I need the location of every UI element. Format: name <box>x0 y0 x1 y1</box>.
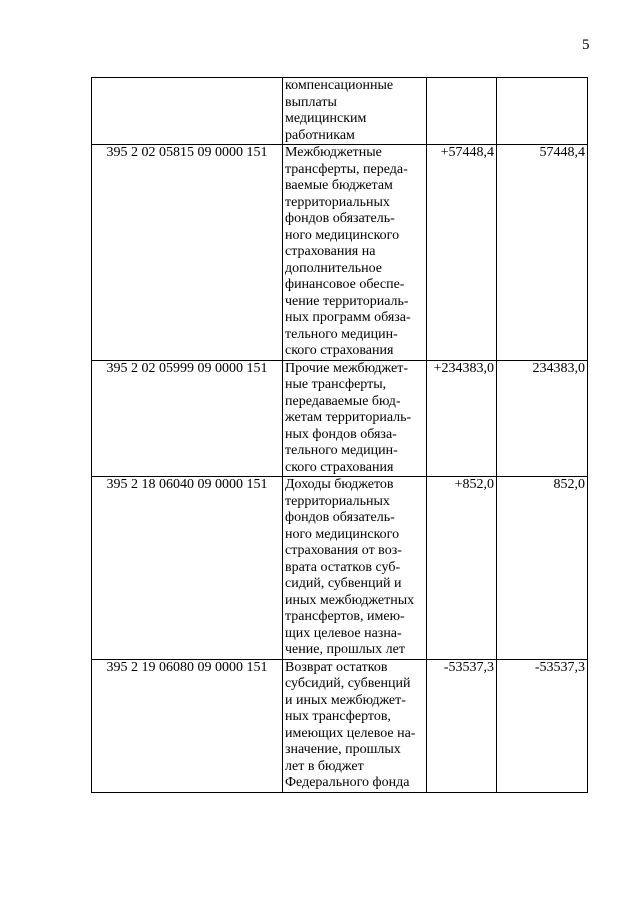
income-name-line: финансовое обеспе- <box>285 277 405 292</box>
income-name-line: сидий, субвенций и <box>285 576 402 591</box>
change-amount-cell: +234383,0 <box>427 360 497 477</box>
total-amount-cell: 234383,0 <box>497 360 588 477</box>
table-row <box>92 360 588 477</box>
change-amount-cell: +852,0 <box>427 477 497 660</box>
income-name-line: трансфертов, имею- <box>285 609 405 624</box>
income-name-line: территориальных <box>285 194 390 210</box>
table-body <box>92 78 588 793</box>
budget-code-cell: 395 2 02 05999 09 0000 151 <box>92 360 283 477</box>
income-name-line: выплаты <box>285 94 337 110</box>
income-name-line: страхования от воз- <box>285 543 402 558</box>
income-name-line: значение, прошлых <box>285 742 401 757</box>
income-name-line: ского страхования <box>285 459 394 475</box>
budget-table <box>91 77 588 793</box>
income-name-line: ного медицинского <box>285 227 400 243</box>
income-name-line: тельного медицин- <box>285 326 398 342</box>
income-name-line: Возврат остатков <box>285 659 388 675</box>
income-name-cell <box>283 360 427 477</box>
income-name-cell <box>283 78 427 145</box>
income-name-cell <box>283 145 427 361</box>
income-name-line: ского страхования <box>285 343 394 358</box>
income-name-line: передаваемые бюд- <box>285 393 401 409</box>
income-name-line: работникам <box>285 127 355 143</box>
income-name-line: и иных межбюджет- <box>285 692 406 708</box>
table-row <box>92 477 588 660</box>
budget-code-cell: 395 2 02 05815 09 0000 151 <box>92 145 283 361</box>
change-amount-cell: -53537,3 <box>427 659 497 792</box>
income-name-cell <box>283 477 427 660</box>
income-name-line: ных трансфертов, <box>285 709 391 724</box>
income-name-line: тельного медицин- <box>285 443 398 458</box>
income-name-line: чение территориаль- <box>285 293 409 309</box>
income-name-line: имеющих целевое на- <box>285 725 416 741</box>
change-amount-cell <box>427 78 497 145</box>
income-name-line: щих целевое назна- <box>285 625 402 641</box>
income-name-line: Прочие межбюджет- <box>285 360 409 376</box>
income-name-line: фондов обязатель- <box>285 211 395 226</box>
income-name-line: лет в бюджет <box>285 758 364 774</box>
income-name-line: трансферты, переда- <box>285 161 408 177</box>
income-name-line: чение, прошлых лет <box>285 642 405 657</box>
income-name-line: страхования на <box>285 244 376 259</box>
income-name-line: субсидий, субвенций <box>285 676 411 691</box>
income-name-line: ного медицинского <box>285 526 400 542</box>
budget-code-cell: 395 2 18 06040 09 0000 151 <box>92 477 283 660</box>
table-row <box>92 659 588 792</box>
income-name-line: ных фондов обяза- <box>285 426 397 442</box>
total-amount-cell: 852,0 <box>497 477 588 660</box>
income-name-line: иных межбюджетных <box>285 592 415 608</box>
table-row <box>92 145 588 361</box>
income-name-line: ваемые бюджетам <box>285 178 393 193</box>
total-amount-cell: 57448,4 <box>497 145 588 361</box>
income-name-line: фондов обязатель- <box>285 510 395 525</box>
page-number: 5 <box>582 37 590 53</box>
income-name-line: Доходы бюджетов <box>285 477 394 492</box>
total-amount-cell: -53537,3 <box>497 659 588 792</box>
income-name-line: медицинским <box>285 111 367 126</box>
change-amount-cell: +57448,4 <box>427 145 497 361</box>
budget-code-cell <box>92 78 283 145</box>
income-name-line: компенсационные <box>285 78 394 93</box>
budget-code-cell: 395 2 19 06080 09 0000 151 <box>92 659 283 792</box>
income-name-line: ных программ обяза- <box>285 310 411 325</box>
income-name-cell <box>283 659 427 792</box>
table-row <box>92 78 588 145</box>
income-name-line: дополнительное <box>285 260 382 276</box>
income-name-line: Межбюджетные <box>285 145 382 160</box>
income-name-line: жетам территориаль- <box>285 410 412 425</box>
income-name-line: Федерального фонда <box>285 775 410 790</box>
income-name-line: ные трансферты, <box>285 377 387 392</box>
income-name-line: врата остатков суб- <box>285 559 401 575</box>
total-amount-cell <box>497 78 588 145</box>
income-name-line: территориальных <box>285 493 390 509</box>
